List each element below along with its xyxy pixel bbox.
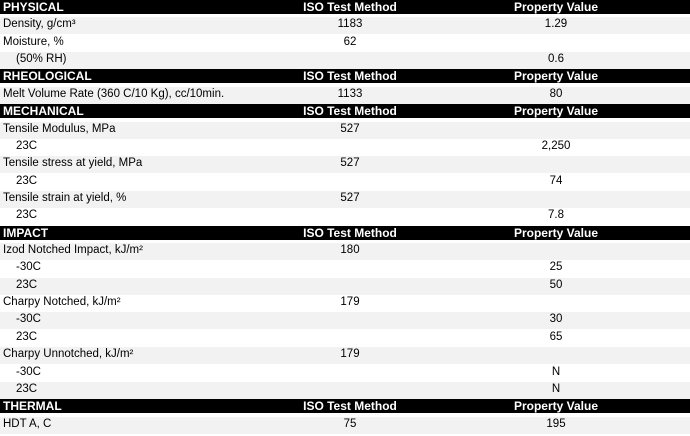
header-c2: ISO Test Method [303, 0, 397, 14]
cell-c3: 80 [549, 88, 563, 100]
cell-c3: 1.29 [544, 18, 568, 30]
header-c3: Property Value [513, 399, 599, 413]
cell-c3: 0.6 [548, 53, 564, 65]
data-row [0, 191, 690, 208]
cell-c2: 527 [340, 192, 360, 204]
cell-c3: 50 [549, 279, 563, 291]
cell-c3: 195 [546, 418, 566, 430]
cell-c1: 23C [16, 383, 38, 395]
cell-c1: 23C [16, 279, 38, 291]
data-row [0, 122, 690, 139]
cell-c2: 75 [343, 418, 357, 430]
cell-c2: 527 [340, 123, 360, 135]
data-row [0, 295, 690, 312]
header-c3: Property Value [513, 0, 599, 14]
cell-c1: Tensile stress at yield, MPa [3, 157, 143, 169]
data-row [0, 330, 690, 347]
cell-c2: 527 [340, 157, 360, 169]
cell-c1: 23C [16, 209, 38, 221]
cell-c1: (50% RH) [16, 53, 67, 65]
data-row [0, 417, 690, 434]
data-row [0, 382, 690, 399]
cell-c1: 23C [16, 140, 38, 152]
cell-c1: Charpy Unnotched, kJ/m² [3, 348, 134, 360]
cell-c3: 7.8 [548, 209, 564, 221]
cell-c2: 180 [340, 244, 360, 256]
header-c1: RHEOLOGICAL [3, 69, 92, 83]
header-c2: ISO Test Method [303, 104, 397, 118]
cell-c3: 2,250 [541, 140, 571, 152]
cell-c3: 30 [549, 313, 563, 325]
header-c3: Property Value [513, 104, 599, 118]
cell-c1: Tensile Modulus, MPa [3, 123, 116, 135]
cell-c2: 179 [340, 296, 360, 308]
cell-c3: 65 [549, 331, 563, 343]
cell-c1: 23C [16, 175, 38, 187]
section-header-row [0, 69, 690, 83]
cell-c1: Tensile strain at yield, % [3, 192, 127, 204]
data-row [0, 365, 690, 382]
header-c2: ISO Test Method [303, 226, 397, 240]
data-row [0, 52, 690, 69]
header-c2: ISO Test Method [303, 399, 397, 413]
cell-c1: HDT A, C [3, 418, 52, 430]
data-row [0, 17, 690, 34]
data-row [0, 347, 690, 364]
cell-c1: Density, g/cm³ [3, 18, 76, 30]
header-c1: MECHANICAL [3, 104, 84, 118]
data-row [0, 139, 690, 156]
cell-c1: -30C [16, 313, 41, 325]
section-header-row [0, 226, 690, 240]
data-row [0, 87, 690, 104]
data-row [0, 243, 690, 260]
section-header-row [0, 0, 690, 14]
header-c2: ISO Test Method [303, 69, 397, 83]
cell-c3: 25 [549, 261, 563, 273]
header-c3: Property Value [513, 226, 599, 240]
data-row [0, 260, 690, 277]
data-row [0, 312, 690, 329]
header-c1: IMPACT [3, 226, 49, 240]
cell-c2: 179 [340, 348, 360, 360]
data-row [0, 174, 690, 191]
cell-c1: Melt Volume Rate (360 C/10 Kg), cc/10min. [3, 88, 225, 100]
cell-c1: -30C [16, 261, 41, 273]
cell-c1: Charpy Notched, kJ/m² [3, 296, 121, 308]
cell-c2: 1133 [337, 88, 363, 100]
cell-c3: N [551, 366, 561, 378]
cell-c1: -30C [16, 366, 41, 378]
section-header-row [0, 399, 690, 413]
cell-c2: 62 [343, 36, 357, 48]
data-row [0, 35, 690, 52]
cell-c2: 1183 [337, 18, 363, 30]
cell-c1: Moisture, % [3, 36, 64, 48]
cell-c3: 74 [549, 175, 563, 187]
header-c3: Property Value [513, 69, 599, 83]
header-c1: PHYSICAL [3, 0, 64, 14]
data-row [0, 278, 690, 295]
data-row [0, 208, 690, 225]
cell-c1: 23C [16, 331, 38, 343]
cell-c1: Izod Notched Impact, kJ/m² [3, 244, 143, 256]
header-c1: THERMAL [3, 399, 62, 413]
cell-c3: N [551, 383, 561, 395]
section-header-row [0, 104, 690, 118]
data-row [0, 156, 690, 173]
